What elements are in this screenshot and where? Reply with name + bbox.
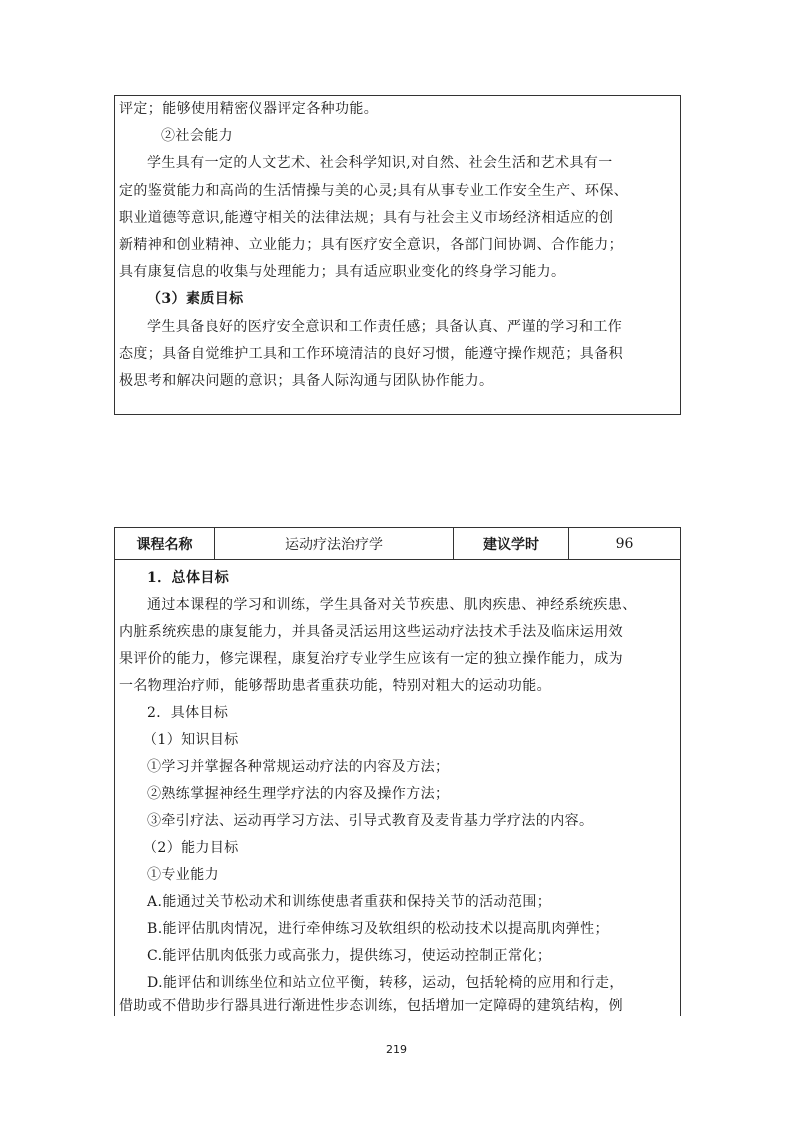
text-line: 职业道德等意识,能遵守相关的法律法规；具有与社会主义市场经济相适应的创 (119, 210, 614, 226)
text-line: 极思考和解决问题的意识；具备人际沟通与团队协作能力。 (119, 373, 494, 389)
list-item: ③牵引疗法、运动再学习方法、引导式教育及麦肯基力学疗法的内容。 (147, 813, 594, 829)
text-line: 一名物理治疗师，能够帮助患者重获功能，特别对粗大的运动功能。 (119, 678, 551, 694)
text-line: 定的鉴赏能力和高尚的生活情操与美的心灵;具有从事专业工作安全生产、环保、 (119, 183, 629, 199)
text-line: 学生具备良好的医疗安全意识和工作责任感；具备认真、严谨的学习和工作 (147, 319, 623, 335)
section-heading: 1．总体目标 (147, 570, 230, 586)
text-line: 学生具有一定的人文艺术、社会科学知识,对自然、社会生活和艺术具有一 (147, 155, 613, 171)
text-line: 内脏系统疾患的康复能力，并具备灵活运用这些运动疗法技术手法及临床运用效 (119, 624, 623, 640)
section-heading: （1）知识目标 (143, 732, 239, 748)
list-item: ①学习并掌握各种常规运动疗法的内容及方法； (147, 759, 450, 775)
course-header-row (115, 528, 680, 560)
list-item: ②熟练掌握神经生理学疗法的内容及操作方法； (147, 786, 450, 802)
list-item: A.能通过关节松动术和训练使患者重获和保持关节的活动范围； (147, 894, 552, 910)
page-number: 219 (386, 1043, 407, 1056)
list-item: ①专业能力 (147, 867, 219, 883)
text-line: 借助或不借助步行器具进行渐进性步态训练，包括增加一定障碍的建筑结构，例 (119, 998, 623, 1014)
section-heading: 2．具体目标 (147, 705, 229, 721)
objectives-continued-box (114, 95, 681, 415)
section-heading: （3）素质目标 (147, 291, 244, 307)
text-line: ②社会能力 (161, 128, 233, 144)
hours-label: 建议学时 (454, 528, 569, 559)
list-item: C.能评估肌肉低张力或高张力，提供练习，使运动控制正常化； (147, 948, 552, 964)
text-line: 评定；能够使用精密仪器评定各种功能。 (119, 101, 379, 117)
text-line: 态度；具备自觉维护工具和工作环境清洁的良好习惯，能遵守操作规范；具备积 (119, 346, 623, 362)
course-table (114, 527, 681, 1016)
hours-value: 96 (615, 535, 634, 552)
text-line: 新精神和创业精神、立业能力；具有医疗安全意识，各部门间协调、合作能力； (119, 237, 623, 253)
section-heading: （2）能力目标 (143, 840, 239, 856)
text-line: 具有康复信息的收集与处理能力；具有适应职业变化的终身学习能力。 (119, 264, 566, 280)
list-item: D.能评估和训练坐位和站立位平衡，转移，运动，包括轮椅的应用和行走， (147, 975, 624, 991)
text-line: 通过本课程的学习和训练，学生具备对关节疾患、肌肉疾患、神经系统疾患、 (147, 597, 637, 613)
course-name-value: 运动疗法治疗学 (215, 528, 454, 559)
list-item: B.能评估肌肉情况，进行牵伸练习及软组织的松动技术以提高肌肉弹性； (147, 921, 609, 937)
course-name-label: 课程名称 (115, 528, 215, 559)
text-line: 果评价的能力，修完课程，康复治疗专业学生应该有一定的独立操作能力，成为 (119, 651, 623, 667)
